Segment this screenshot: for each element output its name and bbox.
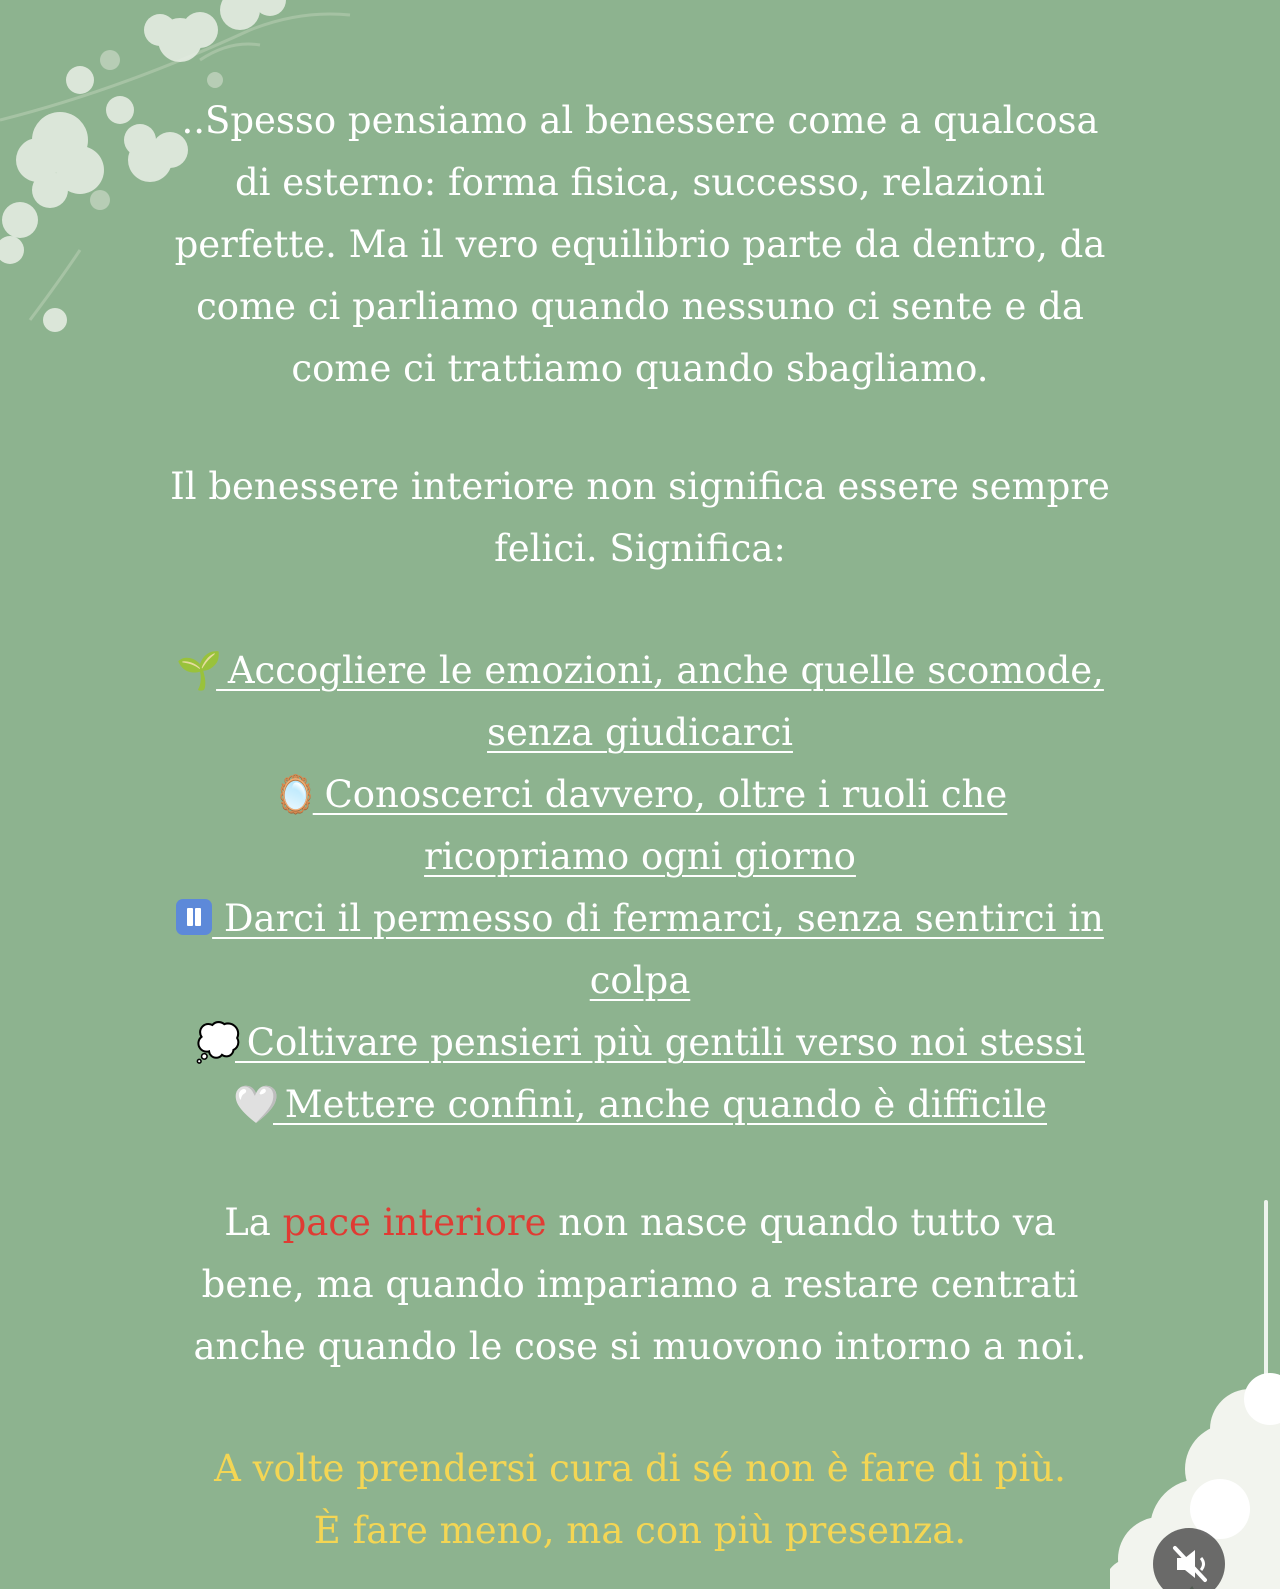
list-item-text: colpa: [589, 959, 691, 1002]
intro-line: come ci trattiamo quando sbagliamo.: [291, 347, 989, 390]
list-item-text: ricopriamo ogni giorno: [424, 835, 856, 878]
definition-paragraph: [110, 456, 1170, 580]
seedling-icon: 🌱: [176, 649, 223, 692]
muted-speaker-icon: [1153, 1528, 1225, 1589]
closing-line: È fare meno, ma con più presenza.: [313, 1509, 967, 1552]
mute-button[interactable]: [1153, 1528, 1225, 1589]
intro-paragraph: [110, 90, 1170, 400]
mirror-icon: 🪞: [272, 773, 319, 816]
intro-line: di esterno: forma fisica, successo, relazioni: [235, 161, 1045, 204]
highlight-text: pace interiore: [282, 1201, 547, 1244]
list-item-text: Coltivare pensieri più gentili verso noi stessi: [234, 1021, 1086, 1064]
list-item-continuation: [110, 950, 1170, 1012]
peace-line: anche quando le cose si muovono intorno a noi.: [193, 1325, 1087, 1368]
list-item: [110, 888, 1170, 950]
list-item-text: Accogliere le emozioni, anche quelle scomode,: [216, 649, 1104, 692]
intro-line: perfette. Ma il vero equilibrio parte da dentro, da: [174, 223, 1106, 266]
peace-line: bene, ma quando impariamo a restare centrati: [201, 1263, 1079, 1306]
list-item: [110, 764, 1170, 826]
list-item-continuation: [110, 826, 1170, 888]
peace-text: La: [224, 1201, 283, 1244]
intro-line: come ci parliamo quando nessuno ci sente e da: [196, 285, 1084, 328]
thought-bubble-icon: 💭: [194, 1021, 242, 1064]
benefits-list: [110, 640, 1170, 1136]
list-item-text: senza giudicarci: [487, 711, 793, 754]
scrollbar[interactable]: [1264, 1200, 1268, 1410]
peace-line: [110, 1192, 1170, 1254]
intro-line: ..Spesso pensiamo al benessere come a qualcosa: [181, 99, 1099, 142]
list-item-text: Mettere confini, anche quando è difficile: [272, 1083, 1048, 1126]
list-item: [110, 1012, 1170, 1074]
peace-text: non nasce quando tutto va: [546, 1201, 1056, 1244]
closing-paragraph: [110, 1438, 1170, 1562]
list-item-continuation: [110, 702, 1170, 764]
peace-paragraph: [110, 1192, 1170, 1378]
pause-icon: [176, 899, 212, 935]
closing-line: A volte prendersi cura di sé non è fare di più.: [214, 1447, 1066, 1490]
list-item-text: Darci il permesso di fermarci, senza sentirci in: [212, 897, 1104, 940]
white-heart-icon: 🤍: [232, 1083, 280, 1126]
list-item: [110, 1074, 1170, 1136]
definition-line: Il benessere interiore non significa essere sempre: [170, 465, 1110, 508]
list-item: [110, 640, 1170, 702]
list-item-text: Conoscerci davvero, oltre i ruoli che: [312, 773, 1008, 816]
definition-line: felici. Significa:: [494, 527, 786, 570]
